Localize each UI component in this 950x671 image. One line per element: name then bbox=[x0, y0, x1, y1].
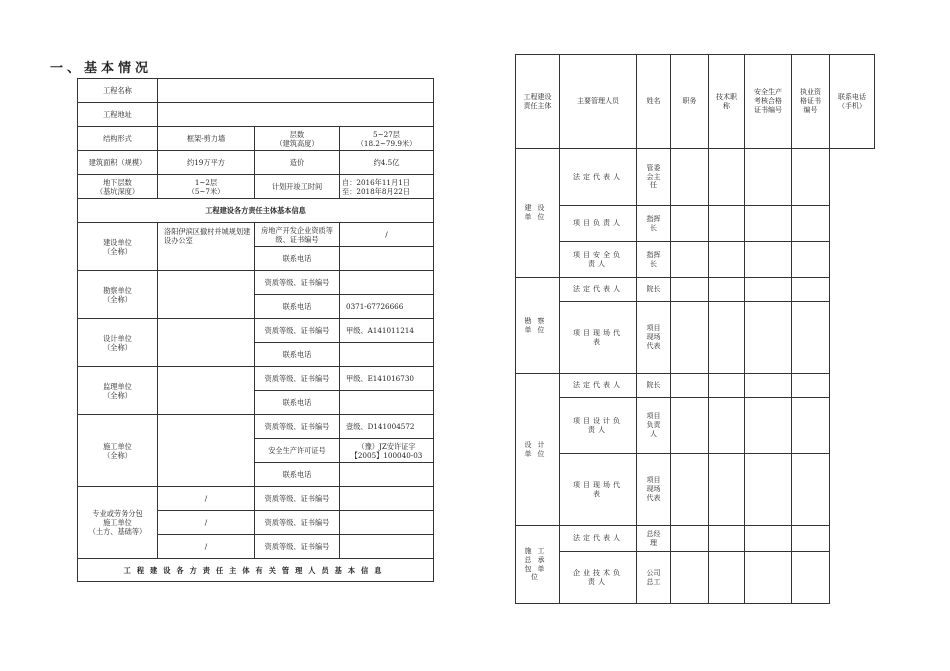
empty-cell bbox=[709, 149, 745, 206]
construct-qual-value: 壹级、D141004572 bbox=[340, 415, 434, 439]
staff-role: 企业技术负责人 bbox=[560, 552, 637, 604]
sub-qual-label-2: 资质等级、证书编号 bbox=[255, 511, 340, 535]
empty-cell bbox=[709, 454, 745, 526]
empty-cell bbox=[671, 242, 709, 278]
builder-phone-value bbox=[340, 247, 434, 271]
builder-phone-label: 联系电话 bbox=[255, 247, 340, 271]
construct-phone-value bbox=[340, 463, 434, 487]
empty-cell bbox=[745, 242, 792, 278]
empty-cell bbox=[830, 278, 875, 302]
col-title-header: 职务 bbox=[671, 55, 709, 149]
col-safety-cert-header: 安全生产考核合格证书编号 bbox=[745, 55, 792, 149]
empty-cell bbox=[830, 242, 875, 278]
empty-cell bbox=[745, 526, 792, 552]
staff-role: 法定代表人 bbox=[560, 374, 637, 398]
area-label: 建筑面积（规模） bbox=[78, 151, 158, 175]
builder-cert-label: 房地产开发企业资质等级、证书编号 bbox=[255, 223, 340, 247]
design-value bbox=[158, 319, 255, 367]
empty-cell bbox=[792, 149, 830, 206]
col-staff-header: 主要管理人员 bbox=[560, 55, 637, 149]
empty-cell bbox=[709, 552, 745, 604]
builder-label: 建设单位 （全称） bbox=[78, 223, 158, 271]
supervise-qual-value: 甲级、E141016730 bbox=[340, 367, 434, 391]
survey-qual-label: 资质等级、证书编号 bbox=[255, 271, 340, 295]
empty-cell bbox=[745, 206, 792, 242]
sub-unit-2: / bbox=[158, 511, 255, 535]
safety-label: 安全生产许可证号 bbox=[255, 439, 340, 463]
empty-cell bbox=[792, 454, 830, 526]
empty-cell bbox=[792, 526, 830, 552]
survey-phone-label: 联系电话 bbox=[255, 295, 340, 319]
empty-cell bbox=[830, 454, 875, 526]
empty-cell bbox=[709, 278, 745, 302]
project-info-table bbox=[77, 78, 434, 582]
empty-cell bbox=[671, 206, 709, 242]
staff-role: 项目安全负责人 bbox=[560, 242, 637, 278]
staff-role: 项目现场代表 bbox=[560, 454, 637, 526]
empty-cell bbox=[709, 398, 745, 454]
staff-name: 项目现场代表 bbox=[637, 302, 671, 374]
builder-value: 洛阳伊滨区撤村并城规划建设办公室 bbox=[158, 223, 255, 271]
staff-name: 指挥长 bbox=[637, 242, 671, 278]
design-phone-label: 联系电话 bbox=[255, 343, 340, 367]
staff-name: 公司总工 bbox=[637, 552, 671, 604]
cost-label: 造价 bbox=[255, 151, 340, 175]
unit-label: 施工总承包单位 bbox=[516, 526, 560, 604]
unit-label: 勘察单位 bbox=[516, 278, 560, 374]
staff-name: 指挥长 bbox=[637, 206, 671, 242]
staff-role: 项目设计负责人 bbox=[560, 398, 637, 454]
empty-cell bbox=[830, 206, 875, 242]
basement-value: 1~2层 （5~7米） bbox=[158, 175, 255, 199]
construct-qual-label: 资质等级、证书编号 bbox=[255, 415, 340, 439]
staff-role: 法定代表人 bbox=[560, 149, 637, 206]
empty-cell bbox=[745, 149, 792, 206]
staff-name: 项目负责人 bbox=[637, 398, 671, 454]
survey-value bbox=[158, 271, 255, 319]
management-personnel-table bbox=[515, 54, 875, 604]
empty-cell bbox=[830, 552, 875, 604]
empty-cell bbox=[709, 526, 745, 552]
area-value: 约19万平方 bbox=[158, 151, 255, 175]
project-name-value bbox=[158, 79, 434, 103]
sub-label: 专业或劳务分包 施工单位 （土方、基础等） bbox=[78, 487, 158, 559]
col-name-header: 姓名 bbox=[637, 55, 671, 149]
survey-qual-value bbox=[340, 271, 434, 295]
empty-cell bbox=[745, 398, 792, 454]
design-phone-value bbox=[340, 343, 434, 367]
construct-label: 施工单位 （全称） bbox=[78, 415, 158, 487]
staff-name: 院长 bbox=[637, 278, 671, 302]
sub-unit-1: / bbox=[158, 487, 255, 511]
col-license-header: 执业资格证书编号 bbox=[792, 55, 830, 149]
empty-cell bbox=[671, 374, 709, 398]
project-site-label: 工程地址 bbox=[78, 103, 158, 127]
sub-qual-value-1 bbox=[340, 487, 434, 511]
empty-cell bbox=[830, 526, 875, 552]
col-phone-header: 联系电话（手机） bbox=[830, 55, 875, 149]
unit-label: 建设单位 bbox=[516, 149, 560, 278]
empty-cell bbox=[792, 242, 830, 278]
staff-name: 项目现场代表 bbox=[637, 454, 671, 526]
staff-role: 法定代表人 bbox=[560, 526, 637, 552]
empty-cell bbox=[709, 206, 745, 242]
page-heading: 一、基本情况 bbox=[50, 61, 153, 76]
sub-qual-label-1: 资质等级、证书编号 bbox=[255, 487, 340, 511]
supervise-value bbox=[158, 367, 255, 415]
project-site-value bbox=[158, 103, 434, 127]
empty-cell bbox=[792, 206, 830, 242]
empty-cell bbox=[830, 374, 875, 398]
section-title: 工程建设各方责任主体基本信息 bbox=[78, 199, 434, 223]
empty-cell bbox=[671, 526, 709, 552]
sub-unit-3: / bbox=[158, 535, 255, 559]
col-unit-header: 工程建设责任主体 bbox=[516, 55, 560, 149]
empty-cell bbox=[830, 149, 875, 206]
empty-cell bbox=[792, 278, 830, 302]
sub-qual-value-3 bbox=[340, 535, 434, 559]
empty-cell bbox=[745, 278, 792, 302]
empty-cell bbox=[745, 552, 792, 604]
staff-role: 项目现场代表 bbox=[560, 302, 637, 374]
empty-cell bbox=[745, 454, 792, 526]
design-qual-value: 甲级、A141011214 bbox=[340, 319, 434, 343]
supervise-qual-label: 资质等级、证书编号 bbox=[255, 367, 340, 391]
schedule-value: 自：2016年11月1日 至：2018年8月22日 bbox=[340, 175, 434, 199]
unit-label: 设计单位 bbox=[516, 374, 560, 526]
staff-name: 总经理 bbox=[637, 526, 671, 552]
empty-cell bbox=[671, 398, 709, 454]
floors-label: 层数 （建筑高度） bbox=[255, 127, 340, 151]
empty-cell bbox=[709, 302, 745, 374]
staff-name: 院长 bbox=[637, 374, 671, 398]
empty-cell bbox=[745, 374, 792, 398]
safety-value: （豫）JZ安许证字 【2005】100040-03 bbox=[340, 439, 434, 463]
empty-cell bbox=[671, 302, 709, 374]
sub-qual-label-3: 资质等级、证书编号 bbox=[255, 535, 340, 559]
empty-cell bbox=[709, 374, 745, 398]
empty-cell bbox=[671, 149, 709, 206]
supervise-phone-value bbox=[340, 391, 434, 415]
staff-role: 项目负责人 bbox=[560, 206, 637, 242]
empty-cell bbox=[671, 454, 709, 526]
empty-cell bbox=[671, 278, 709, 302]
supervise-phone-label: 联系电话 bbox=[255, 391, 340, 415]
sub-qual-value-2 bbox=[340, 511, 434, 535]
staff-name: 管委会主任 bbox=[637, 149, 671, 206]
empty-cell bbox=[830, 398, 875, 454]
col-tech-header: 技术职称 bbox=[709, 55, 745, 149]
design-qual-label: 资质等级、证书编号 bbox=[255, 319, 340, 343]
cost-value: 约4.5亿 bbox=[340, 151, 434, 175]
construct-value bbox=[158, 415, 255, 487]
survey-label: 勘察单位 （全称） bbox=[78, 271, 158, 319]
construct-phone-label: 联系电话 bbox=[255, 463, 340, 487]
staff-role: 法定代表人 bbox=[560, 278, 637, 302]
project-name-label: 工程名称 bbox=[78, 79, 158, 103]
footer-title: 工程建设各方责任主体有关管理人员基本信息 bbox=[78, 559, 434, 582]
builder-cert-value: / bbox=[340, 223, 434, 247]
supervise-label: 监理单位 （全称） bbox=[78, 367, 158, 415]
schedule-label: 计划开竣工时间 bbox=[255, 175, 340, 199]
floors-value: 5~27层 （18.2~79.9米） bbox=[340, 127, 434, 151]
empty-cell bbox=[792, 552, 830, 604]
empty-cell bbox=[709, 242, 745, 278]
design-label: 设计单位 （全称） bbox=[78, 319, 158, 367]
structure-value: 框架-剪力墙 bbox=[158, 127, 255, 151]
structure-label: 结构形式 bbox=[78, 127, 158, 151]
empty-cell bbox=[792, 374, 830, 398]
empty-cell bbox=[792, 302, 830, 374]
empty-cell bbox=[830, 302, 875, 374]
empty-cell bbox=[745, 302, 792, 374]
basement-label: 地下层数 （基坑深度） bbox=[78, 175, 158, 199]
empty-cell bbox=[671, 552, 709, 604]
survey-phone-value: 0371-67726666 bbox=[340, 295, 434, 319]
empty-cell bbox=[792, 398, 830, 454]
